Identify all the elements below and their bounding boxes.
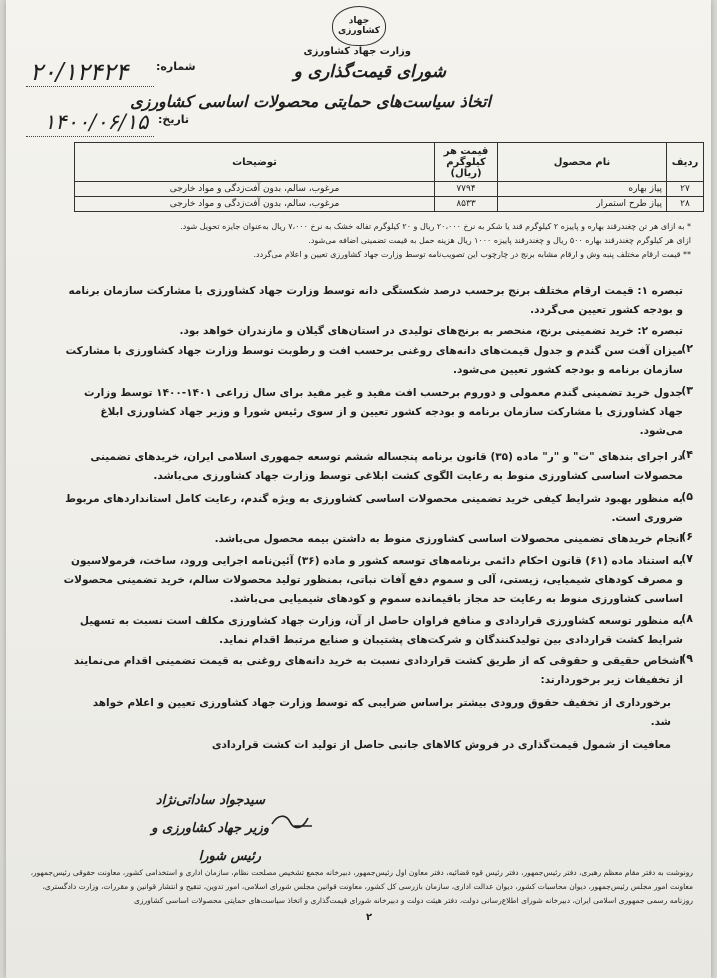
item-7: به استناد ماده (۶۱) قانون احکام دائمی برنامه‌های توسعه کشور و ماده (۳۶) آئین‌نامه اجرایی ورود، ساخت، فرمولاسیون و مصرف کودهای شیمیایی، زیستی، آلی و سموم دفع آفات نباتی، بمنظور تولید محصولات سالم، خرید تضمینی محصولات اساسی کشاورزی منوط به رعایت حد مجاز باقیمانده سموم و کودهای شیمیایی می‌باشد. [63, 555, 683, 605]
price-table [74, 142, 704, 212]
item-3: جدول خرید تضمینی گندم معمولی و دوروم برحسب افت مفید و غیر مفید برای سال زراعی ۱۴۰۱-۱۴۰۰ توسط وزارت جهاد کشاورزی با مشارکت سازمان برنامه و بودجه کشور تعیین و از سوی رئیس شورا و وزیر جهاد کشاورزی ابلاغ می‌شود. [83, 387, 683, 437]
note-2: تبصره ۲: خرید تضمینی برنج، منحصر به برنج‌های تولیدی در استان‌های گیلان و مازندران خواهد بود. [179, 325, 683, 337]
letter-date-value: ۱۴۰۰/۰۶/۱۵ [44, 110, 149, 134]
item-6: انجام خریدهای تضمینی محصولات اساسی کشاورزی منوط به داشتن بیمه محصول می‌باشد. [214, 533, 683, 545]
signer-title: وزیر جهاد کشاورزی و [151, 821, 269, 836]
item-number: ۵) [681, 490, 693, 503]
footnote-1: * به ازای هر تن چغندرقند بهاره و پاییزه ۲ کیلوگرم قند یا شکر به نرخ ۲۰،۰۰۰ ریال و ۲۰ کیلوگرم تفاله خشک به نرخ ۷،۰۰۰ ریال به‌عنوان جایزه تحویل شود. [180, 222, 691, 231]
signature-scribble [268, 806, 318, 836]
header-price: قیمت هر کیلوگرم (ریال) [435, 143, 498, 182]
row-desc: مرغوب، سالم، بدون آفت‌زدگی و مواد خارجی [75, 197, 435, 212]
letter-date-label: تاریخ: [158, 113, 190, 126]
ministry-logo [332, 6, 386, 46]
page-number: ۲ [366, 912, 373, 923]
header-index: ردیف [667, 143, 704, 182]
row-product: پیاز بهاره [498, 182, 667, 197]
date-dotted-line [26, 136, 154, 137]
row-desc: مرغوب، سالم، بدون آفت‌زدگی و مواد خارجی [75, 182, 435, 197]
item-5: به منظور بهبود شرایط کیفی خرید تضمینی محصولات اساسی کشاورزی به ویژه گندم، رعایت کامل استانداردهای مربوط ضروری است. [65, 493, 683, 524]
header-product: نام محصول [498, 143, 667, 182]
item-number: ۳) [681, 384, 693, 397]
benefit-2: معافیت از شمول قیمت‌گذاری در فروش کالاهای جانبی حاصل از تولید ات کشت قراردادی [211, 739, 671, 751]
table-row [75, 182, 704, 197]
letter-number-label: شماره: [156, 60, 196, 73]
benefit-1: برخورداری از تخفیف حقوق ورودی بیشتر براساس ضرایبی که توسط وزارت جهاد کشاورزی تعیین و اعلام خواهد شد. [92, 697, 671, 728]
policy-title: اتخاذ سیاست‌های حمایتی محصولات اساسی کشاورزی [130, 92, 491, 111]
signer-name: سیدجواد ساداتی‌نژاد [155, 793, 265, 808]
copies-list: رونوشت به دفتر مقام معظم رهبری، دفتر رئیس‌جمهور، دفتر رئیس قوه قضائیه، دفتر معاون اول رئیس‌جمهور، دبیرخانه مجمع تشخیص مصلحت نظام، سازمان اداری و استخدامی کشور، معاونت حقوقی رئیس‌جمهور، معاونت امور مجلس رئیس‌جمهور، دیوان محاسبات کشور، دیوان عدالت اداری، سازمان بازرسی کل کشور، معاونت قوانین مجلس شورای اسلامی، امور تدوین، تنقیح و انتشار قوانین و مقررات، وزارت دادگستری، روزنامه رسمی جمهوری اسلامی ایران، دبیرخانه شورای اطلاع‌رسانی دولت، دفتر هیئت دولت و دبیرخانه شورای قیمت‌گذاری و اتخاذ سیاست‌های حمایتی محصولات اساسی کشاورزی [30, 868, 693, 905]
row-index: ۲۸ [667, 197, 704, 212]
item-9: اشخاص حقیقی و حقوقی که از طریق کشت قراردادی نسبت به خرید دانه‌های روغنی به قیمت تضمینی اقدام می‌نمایند از تخفیفات زیر برخوردارند: [73, 655, 683, 686]
council-name: شورای قیمت‌گذاری و [293, 62, 446, 82]
item-4: در اجرای بندهای "ت" و "ر" ماده (۳۵) قانون برنامه پنجساله ششم توسعه جمهوری اسلامی ایران، خریدهای تضمینی محصولات اساسی کشاورزی منوط به رعایت الگوی کشت ابلاغی توسط وزارت جهاد کشاورزی می‌باشد. [90, 451, 683, 482]
item-number: ۸) [681, 612, 693, 625]
item-number: ۷) [681, 552, 693, 565]
logo-text: جهاد کشاورزی [338, 16, 380, 36]
letter-number-value: ۲۰/۱۲۴۲۴ [30, 58, 129, 86]
document-page [6, 0, 711, 978]
ministry-name: وزارت جهاد کشاورزی [303, 46, 411, 57]
row-price: ۷۷۹۴ [435, 182, 498, 197]
price-table-header [75, 143, 704, 182]
item-2: میزان آفت سن گندم و جدول قیمت‌های دانه‌های روغنی برحسب افت و رطوبت توسط وزارت جهاد کشاورزی با مشارکت سازمان برنامه و بودجه کشور تعیین می‌شود. [65, 345, 683, 376]
signer-role: رئیس شورا [198, 849, 261, 864]
row-index: ۲۷ [667, 182, 704, 197]
row-price: ۸۵۳۳ [435, 197, 498, 212]
item-number: ۲) [681, 342, 693, 355]
item-number: ۹) [681, 652, 693, 665]
footnote-2: ازای هر کیلوگرم چغندرقند بهاره ۵۰۰ ریال و چغندرقند پاییزه ۱۰۰۰ ریال هزینه حمل به قیمت تضمینی اضافه می‌شود. [308, 236, 691, 245]
footnote-3: ** قیمت ارقام مختلف پنبه وش و ارقام مشابه برنج در چارچوب این تصویب‌نامه توسط وزارت جهاد کشاورزی تعیین و اعلام می‌گردد. [253, 250, 691, 259]
header-desc: توضیحات [75, 143, 435, 182]
row-product: پیاز طرح استمرار [498, 197, 667, 212]
number-dotted-line [26, 86, 154, 87]
item-8: به منظور توسعه کشاورزی قراردادی و منافع فراوان حاصل از آن، وزارت جهاد کشاورزی مکلف است نسبت به تسهیل شرایط کشت قراردادی بین تولیدکنندگان و شرکت‌های پشتیبان و صنایع مرتبط اقدام نماید. [79, 615, 683, 646]
item-number: ۴) [681, 448, 693, 461]
item-number: ۶) [681, 530, 693, 543]
table-row [75, 197, 704, 212]
note-1: تبصره ۱: قیمت ارقام مختلف برنج برحسب درصد شکستگی دانه توسط وزارت جهاد کشاورزی با مشارکت سازمان برنامه و بودجه کشور تعیین می‌گردد. [68, 285, 683, 316]
